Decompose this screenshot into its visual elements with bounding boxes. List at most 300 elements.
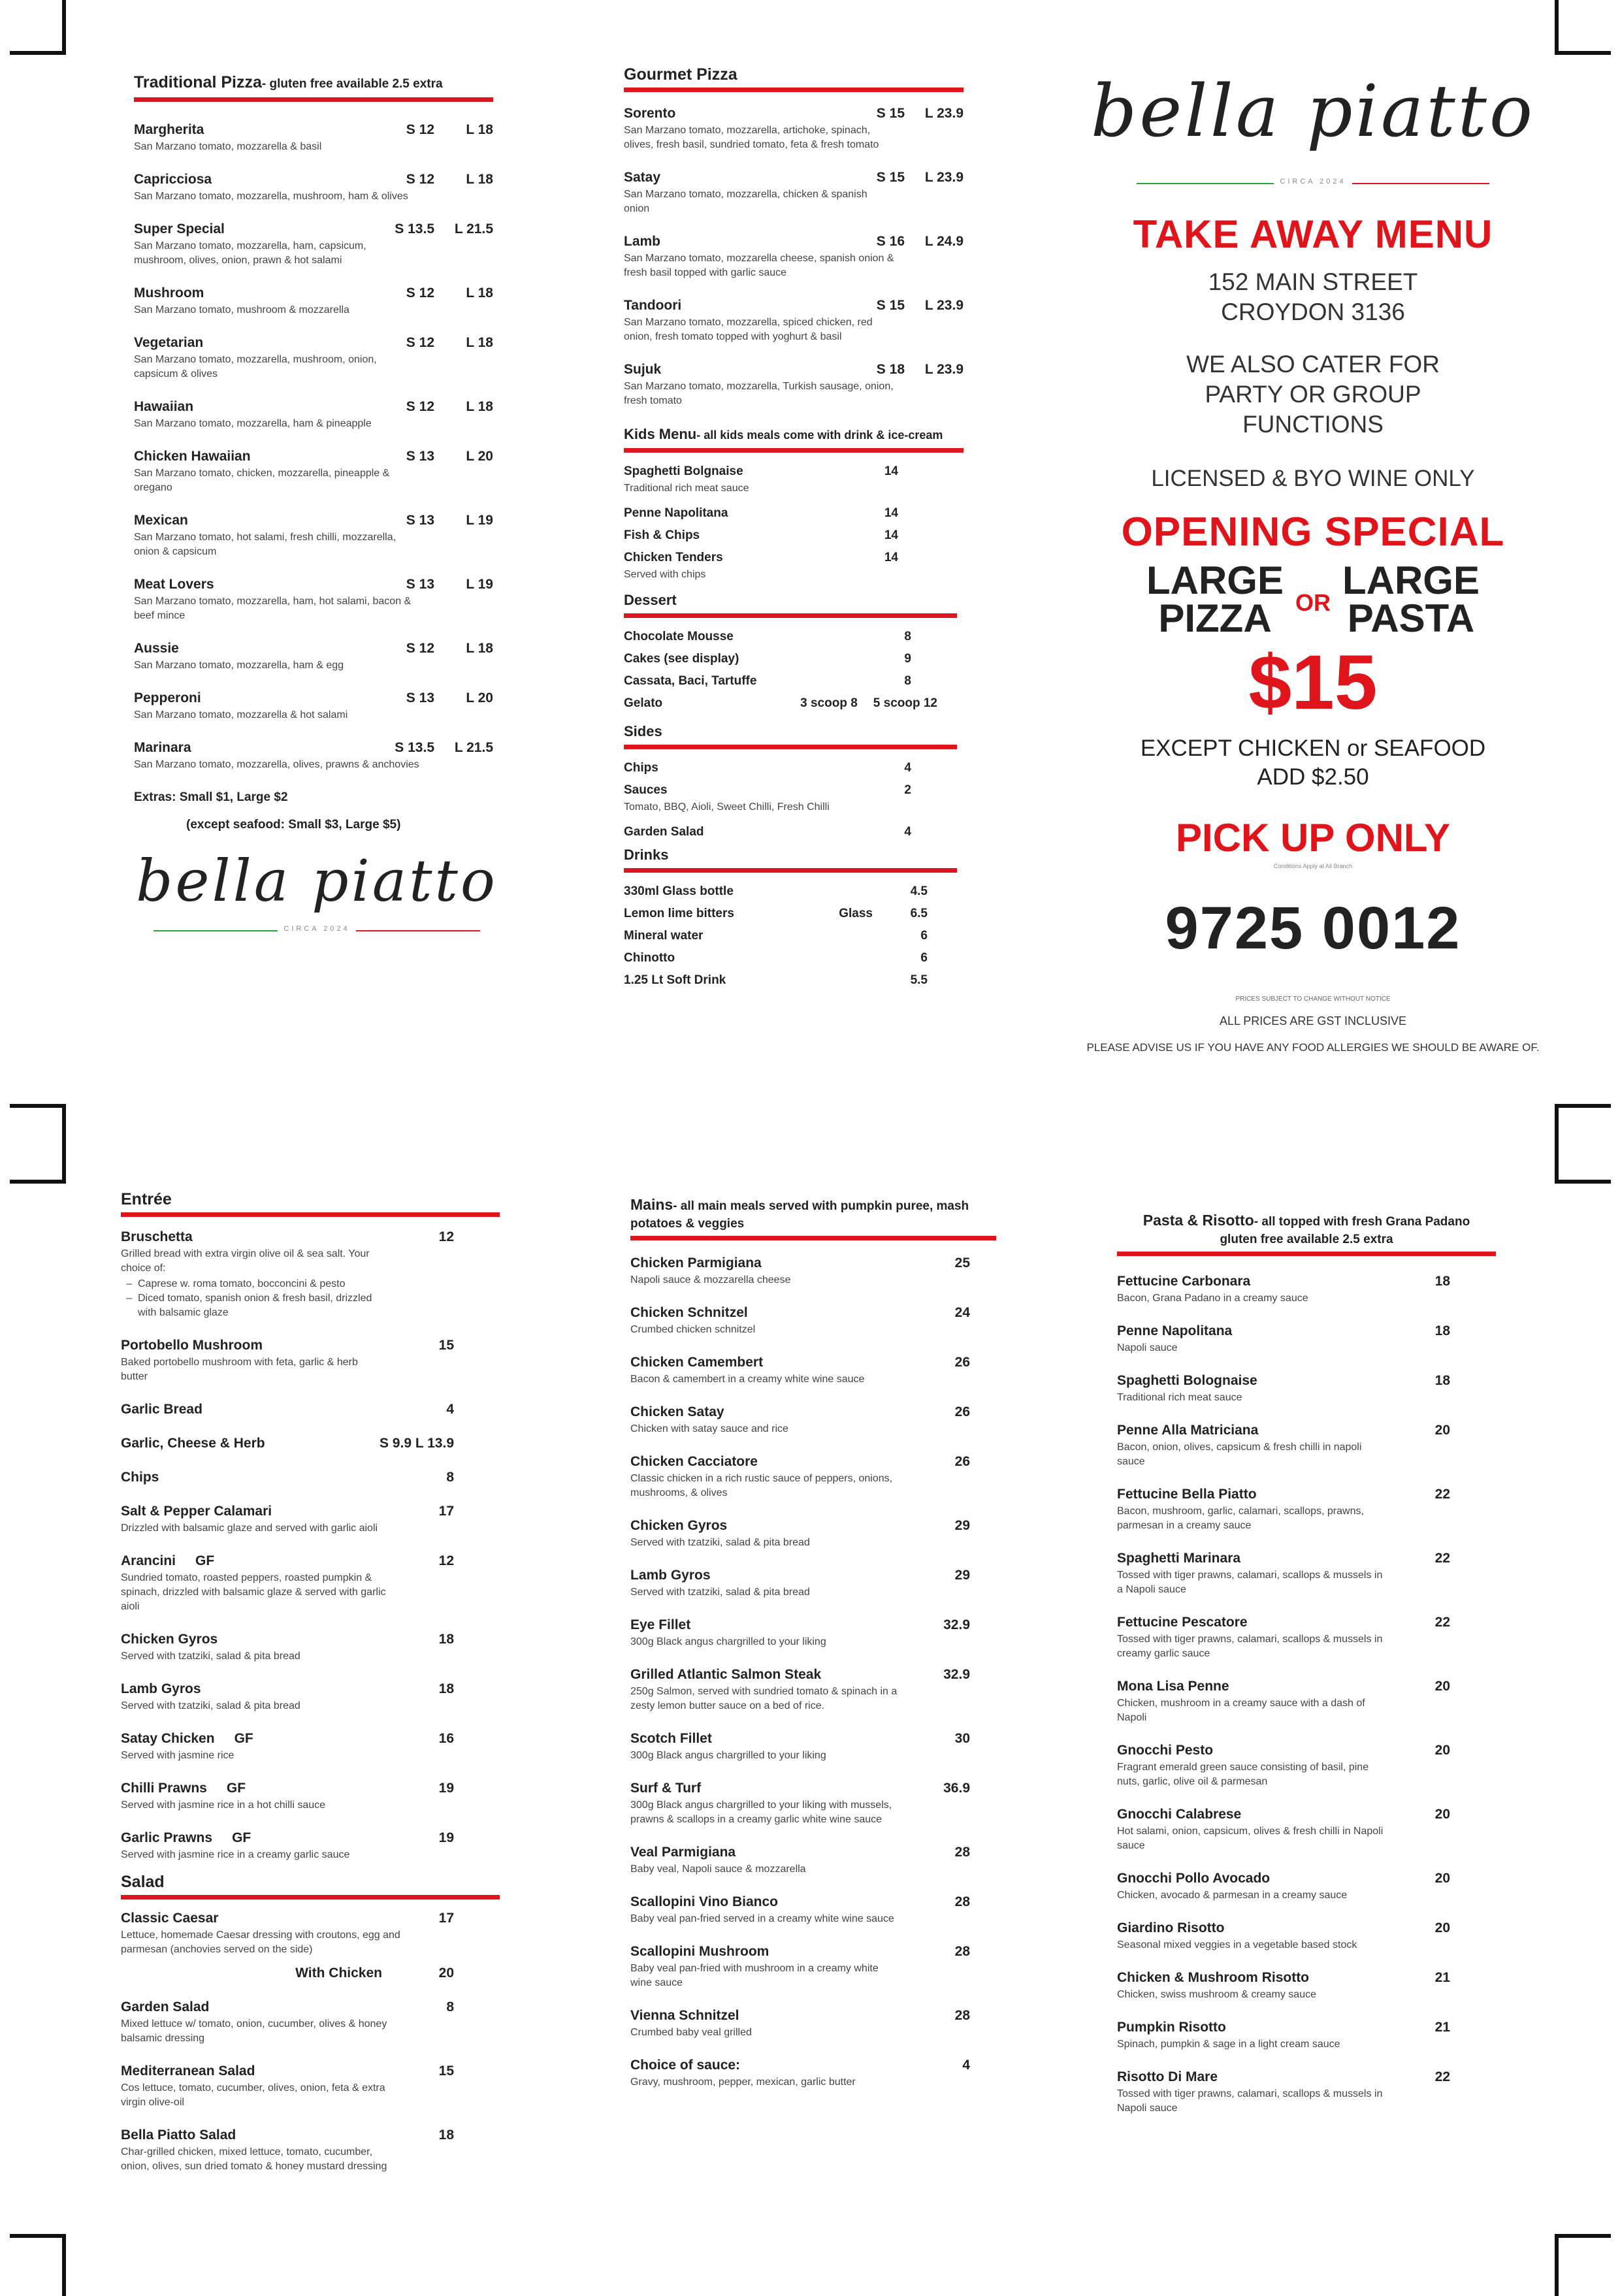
item-description: Sundried tomato, roasted peppers, roasted pumpkin & spinach, drizzled with balsamic glaze & served with garlic aioli — [121, 1572, 386, 1612]
item-price-small: S 15 — [876, 106, 905, 121]
item-price: 32.9 — [943, 1667, 970, 1682]
item-price-small: S 12 — [406, 285, 434, 300]
item-description: San Marzano tomato, mozzarella, mushroom, onion, capsicum & olives — [134, 354, 377, 380]
take-away-heading: TAKE AWAY MENU — [1133, 212, 1493, 256]
item-description: Tossed with tiger prawns, calamari, scallops & mussels in a Napoli sauce — [1117, 1570, 1383, 1595]
item-row — [624, 972, 928, 989]
menu-item — [1117, 1486, 1450, 1533]
item-row — [121, 1401, 454, 1418]
item-description: Chicken, swiss mushroom & creamy sauce — [1117, 1989, 1316, 2000]
item-price-large: L 21.5 — [454, 740, 493, 755]
item-row — [630, 1730, 970, 1747]
menu-item — [630, 1404, 970, 1436]
item-description: Lettuce, homemade Caesar dressing with croutons, egg and parmesan (anchovies served on the side) — [121, 1930, 400, 1955]
menu-item — [134, 690, 493, 722]
extras-seafood-row — [134, 817, 493, 833]
large-text: LARGE — [1146, 558, 1284, 602]
prices-note: PRICES SUBJECT TO CHANGE WITHOUT NOTICE — [1235, 995, 1391, 1003]
menu-item — [624, 972, 928, 989]
item-row — [624, 673, 911, 690]
menu-item — [624, 628, 911, 645]
section-title-text: Gourmet Pizza — [624, 65, 737, 84]
item-description: San Marzano tomato, mozzarella, ham & egg — [134, 660, 344, 671]
item-row — [1117, 1422, 1450, 1439]
menu-item — [134, 171, 493, 204]
item-price-large: L 19 — [466, 577, 493, 592]
item-name: Chicken & Mushroom Risotto — [1117, 1970, 1310, 1985]
item-price: 17 — [438, 1911, 454, 1926]
item-price: 28 — [954, 1894, 970, 1909]
menu-item — [134, 576, 493, 623]
item-price: 20 — [1434, 1679, 1450, 1694]
menu-item — [630, 1666, 970, 1713]
menu-item — [624, 527, 898, 544]
gluten-free-badge: GF — [234, 1731, 253, 1746]
item-row — [624, 824, 911, 841]
item-description: Traditional rich meat sauce — [1117, 1392, 1242, 1403]
item-price-small: S 13 — [406, 577, 434, 592]
item-name: Chicken Gyros — [121, 1632, 218, 1647]
item-description: Tomato, BBQ, Aioli, Sweet Chilli, Fresh Chilli — [624, 801, 830, 813]
crop-mark — [1555, 2234, 1611, 2296]
item-row — [121, 1337, 454, 1354]
item-name: Satay Chicken — [121, 1731, 215, 1746]
item-description: Fragrant emerald green sauce consisting of basil, pine nuts, garlic, olive oil & parmesan — [1117, 1762, 1369, 1787]
item-name: Cassata, Baci, Tartuffe — [624, 674, 757, 688]
item-row — [1117, 1806, 1450, 1823]
item-row — [1117, 1920, 1450, 1937]
item-name: Eye Fillet — [630, 1617, 691, 1632]
crop-mark — [10, 2234, 66, 2296]
circa-text: CIRCA 2024 — [1277, 178, 1348, 186]
cater-line-3: FUNCTIONS — [1242, 411, 1384, 438]
item-price: 18 — [438, 1681, 454, 1696]
crop-mark — [10, 1104, 66, 1184]
item-description: Crumbed baby veal grilled — [630, 2027, 752, 2038]
item-price: 32.9 — [943, 1617, 970, 1632]
item-price: 19 — [438, 1830, 454, 1845]
gluten-free-badge: GF — [232, 1830, 251, 1845]
menu-item — [121, 1730, 454, 1763]
gluten-free-badge: GF — [195, 1553, 215, 1568]
menu-item — [624, 950, 928, 967]
special-price: $15 — [1248, 639, 1378, 726]
item-row — [624, 169, 964, 186]
item-price: 28 — [954, 1845, 970, 1860]
item-price: 20 — [1434, 1871, 1450, 1886]
item-name: Garden Salad — [121, 1999, 210, 2014]
item-price-large: L 23.9 — [924, 362, 964, 377]
logo-underline — [154, 925, 480, 933]
menu-item — [1117, 1273, 1450, 1306]
logo-underline — [1137, 178, 1489, 186]
extras-seafood-text: (except seafood: Small $3, Large $5) — [186, 818, 401, 832]
item-name: Gnocchi Pollo Avocado — [1117, 1871, 1271, 1886]
item-price-small: S 13.5 — [395, 740, 434, 755]
section-title-note: - gluten free available 2.5 extra — [261, 77, 443, 91]
crop-mark — [10, 0, 66, 55]
item-description: Cos lettuce, tomato, cucumber, olives, onion, feta & extra virgin olive-oil — [121, 2082, 385, 2108]
item-description: Traditional rich meat sauce — [624, 483, 749, 494]
pick-up-only-heading: PICK UP ONLY — [1175, 816, 1451, 860]
item-description: Bacon, mushroom, garlic, calamari, scallops, prawns, parmesan in a creamy sauce — [1117, 1506, 1364, 1531]
extras-row — [134, 789, 493, 806]
item-row — [134, 334, 493, 351]
item-name: Tandoori — [624, 298, 682, 313]
pasta-column — [1117, 1212, 1496, 2133]
menu-item — [630, 1255, 970, 1287]
menu-item — [624, 233, 964, 280]
item-price-small: S 15 — [876, 298, 905, 313]
menu-item — [134, 739, 493, 772]
item-name: Scallopini Vino Bianco — [630, 1894, 778, 1909]
menu-item — [1117, 1323, 1450, 1355]
address-line-2: CROYDON 3136 — [1221, 299, 1405, 325]
item-description: Napoli sauce & mozzarella cheese — [630, 1274, 791, 1285]
item-price: 22 — [1434, 2069, 1450, 2084]
pickup-note: Conditions Apply at All Branch — [1273, 863, 1353, 869]
item-description: Crumbed chicken schnitzel — [630, 1324, 756, 1335]
item-row — [1117, 1273, 1450, 1290]
entree-list — [121, 1227, 500, 1862]
item-price: 18 — [438, 1632, 454, 1647]
item-row — [134, 739, 493, 756]
section-title — [624, 425, 964, 453]
item-row — [121, 1780, 454, 1797]
item-description: Mixed lettuce w/ tomato, onion, cucumber, olives & honey balsamic dressing — [121, 2018, 387, 2044]
item-price-small: S 16 — [876, 234, 905, 249]
item-description: San Marzano tomato, mozzarella & hot salami — [134, 709, 348, 720]
item-description: San Marzano tomato, mozzarella, chicken & spanish onion — [624, 189, 867, 214]
item-row — [1117, 1870, 1450, 1887]
item-price: 8 — [904, 674, 911, 688]
menu-item — [1117, 1969, 1450, 2002]
item-name: Garlic Prawns — [121, 1830, 213, 1845]
item-price-large: L 23.9 — [924, 106, 964, 121]
item-name: Giardino Risotto — [1117, 1920, 1225, 1935]
item-description: Baby veal pan-fried with mushroom in a creamy white wine sauce — [630, 1963, 879, 1988]
item-description: 300g Black angus chargrilled to your liking — [630, 1750, 826, 1761]
cater-line-1: WE ALSO CATER FOR — [1186, 351, 1440, 378]
item-row — [134, 285, 493, 302]
item-price-large: L 21.5 — [454, 221, 493, 236]
menu-item — [134, 285, 493, 317]
item-name: Chicken Parmigiana — [630, 1255, 762, 1270]
item-name: Spaghetti Marinara — [1117, 1551, 1241, 1566]
item-price-large: L 20 — [466, 449, 493, 464]
item-name: Surf & Turf — [630, 1781, 702, 1796]
item-price-large: L 18 — [466, 335, 493, 350]
menu-item — [630, 2007, 970, 2040]
item-price-small: S 13 — [406, 690, 434, 705]
item-name: Satay — [624, 170, 661, 185]
item-name: Mexican — [134, 513, 188, 528]
item-price-small: S 12 — [406, 641, 434, 656]
item-price: 17 — [438, 1504, 454, 1519]
item-row — [134, 221, 493, 238]
address-line-1: 152 MAIN STREET — [1208, 268, 1418, 295]
item-price: 24 — [954, 1305, 970, 1320]
section-title-note: gluten free available 2.5 extra — [1220, 1233, 1393, 1246]
section-title — [624, 65, 964, 92]
item-row — [1117, 1323, 1450, 1340]
item-row — [624, 651, 911, 668]
item-row — [630, 1255, 970, 1272]
menu-item — [1117, 1550, 1450, 1597]
item-row — [624, 233, 964, 250]
menu-item — [624, 883, 928, 900]
item-row — [134, 398, 493, 415]
item-row — [134, 690, 493, 707]
item-description: Tossed with tiger prawns, calamari, scallops & mussels in Napoli sauce — [1117, 2088, 1383, 2114]
item-name: Penne Napolitana — [1117, 1323, 1233, 1338]
item-name: Gnocchi Pesto — [1117, 1743, 1214, 1758]
item-price: 18 — [1434, 1323, 1450, 1338]
item-row — [1117, 2069, 1450, 2086]
item-name: Bella Piatto Salad — [121, 2127, 236, 2142]
item-description: Spinach, pumpkin & sage in a light cream sauce — [1117, 2039, 1340, 2050]
menu-item — [624, 549, 898, 582]
menu-item — [121, 1910, 500, 1982]
item-name: Pepperoni — [134, 690, 201, 705]
large-text: LARGE — [1342, 558, 1480, 602]
item-name: Chicken Schnitzel — [630, 1305, 748, 1320]
item-row — [630, 1943, 970, 1960]
item-description: 300g Black angus chargrilled to your liking with mussels, prawns & scallops in a creamy garlic white wine sauce — [630, 1800, 892, 1825]
item-price: 16 — [438, 1731, 454, 1746]
item-name: Chinotto — [624, 951, 675, 965]
item-price-large: L 20 — [466, 690, 493, 705]
logo — [1084, 65, 1542, 186]
menu-item — [121, 1337, 454, 1384]
item-price: 36.9 — [943, 1781, 970, 1796]
circa-text: CIRCA 2024 — [281, 925, 352, 933]
opening-special-heading: OPENING SPECIAL — [1121, 509, 1505, 555]
item-name: Chilli Prawns — [121, 1781, 207, 1796]
menu-item — [121, 1681, 454, 1713]
item-description: Baked portobello mushroom with feta, garlic & herb butter — [121, 1357, 358, 1382]
item-row — [624, 782, 911, 799]
menu-item — [134, 640, 493, 673]
item-row — [121, 1999, 454, 2016]
item-price: 14 — [884, 551, 898, 564]
menu-item — [134, 221, 493, 268]
item-row — [1117, 1969, 1450, 1986]
item-price-large: L 18 — [466, 399, 493, 414]
menu-item — [121, 1999, 454, 2046]
item-name: Penne Alla Matriciana — [1117, 1423, 1259, 1438]
item-option: With Chicken — [295, 1965, 382, 1981]
menu-item — [1117, 1742, 1450, 1789]
item-row — [630, 1517, 970, 1534]
item-row — [624, 463, 898, 480]
item-name: Pumpkin Risotto — [1117, 2020, 1226, 2035]
item-row — [624, 628, 911, 645]
item-description: Bacon, onion, olives, capsicum & fresh chilli in napoli sauce — [1117, 1442, 1362, 1467]
item-row — [630, 1304, 970, 1321]
item-row — [121, 2127, 454, 2144]
item-description: Classic chicken in a rich rustic sauce of peppers, onions, mushrooms, & olives — [630, 1473, 893, 1498]
item-description: Grilled bread with extra virgin olive oil & sea salt. Your choice of: — [121, 1248, 370, 1274]
item-description: San Marzano tomato, mozzarella, olives, prawns & anchovies — [134, 759, 419, 770]
item-name: Fish & Chips — [624, 528, 700, 542]
item-row — [630, 2007, 970, 2024]
section-title-text: Kids Menu — [624, 426, 697, 442]
item-price: 14 — [884, 464, 898, 478]
item-price: 20 — [1434, 1807, 1450, 1822]
item-price-small: S 15 — [876, 170, 905, 185]
item-price: 15 — [438, 1338, 454, 1353]
or-text: OR — [1295, 589, 1331, 616]
menu-item — [624, 505, 898, 522]
gelato-5-scoop: 5 scoop 12 — [873, 696, 937, 710]
item-name: Scotch Fillet — [630, 1731, 712, 1746]
item-name: Hawaiian — [134, 399, 194, 414]
section-title-text: Sides — [624, 723, 662, 739]
item-description: San Marzano tomato, mozzarella, artichoke, spinach, olives, fresh basil, sundried tomato, feta & fresh tomato — [624, 125, 879, 150]
item-name: Capricciosa — [134, 172, 212, 187]
logo-text: bella piatto — [136, 847, 498, 914]
item-description: Chicken with satay sauce and rice — [630, 1423, 788, 1434]
section-title-text: Entrée — [121, 1190, 172, 1208]
item-price: 6.5 — [910, 907, 928, 920]
item-size: Glass — [839, 907, 873, 920]
cater-line-2: PARTY OR GROUP — [1205, 381, 1421, 408]
item-price-small: S 13 — [406, 449, 434, 464]
item-price: 12 — [438, 1229, 454, 1244]
item-row — [1117, 1486, 1450, 1503]
gourmet-column — [624, 65, 964, 994]
item-price-large: L 19 — [466, 513, 493, 528]
item-description: San Marzano tomato, mozzarella, Turkish sausage, onion, fresh tomato — [624, 381, 894, 406]
gelato-row — [624, 695, 964, 712]
extras-text: Extras: Small $1, Large $2 — [134, 790, 288, 804]
item-price-large: L 18 — [466, 172, 493, 187]
item-price: 29 — [954, 1518, 970, 1533]
item-description: 300g Black angus chargrilled to your liking — [630, 1636, 826, 1647]
section-title — [630, 1197, 996, 1240]
item-price: 19 — [438, 1781, 454, 1796]
section-title — [624, 591, 957, 618]
item-row — [624, 883, 928, 900]
item-row — [134, 448, 493, 465]
item-name: 330ml Glass bottle — [624, 884, 734, 898]
item-price-large: L 23.9 — [924, 298, 964, 313]
item-row — [624, 928, 928, 945]
section-title-text: Dessert — [624, 592, 677, 608]
item-description: Served with tzatziki, salad & pita bread — [630, 1537, 810, 1548]
item-row — [121, 1435, 454, 1452]
item-description: Served with tzatziki, salad & pita bread — [630, 1587, 810, 1598]
mains-column — [630, 1197, 996, 2107]
item-name: Spaghetti Bolognaise — [1117, 1373, 1257, 1388]
logo — [134, 845, 500, 933]
item-price-large: L 18 — [466, 122, 493, 137]
menu-item — [1117, 2019, 1450, 2052]
item-price: 9 — [904, 652, 911, 666]
item-price: 8 — [446, 1470, 454, 1485]
item-price: 6 — [920, 951, 928, 965]
item-price: 5.5 — [910, 973, 928, 987]
section-title-text: Drinks — [624, 847, 669, 863]
item-description: Chicken, avocado & parmesan in a creamy sauce — [1117, 1890, 1348, 1901]
item-name: Gelato — [624, 696, 663, 710]
gelato-3-scoop: 3 scoop 8 — [800, 696, 858, 710]
item-row — [630, 1567, 970, 1584]
section-title-text: Traditional Pizza — [134, 73, 262, 91]
item-name: Penne Napolitana — [624, 506, 728, 520]
item-row — [624, 905, 928, 922]
item-price: 12 — [438, 1553, 454, 1568]
item-options-wrap — [121, 1277, 387, 1320]
item-option: – Diced tomato, spanish onion & fresh basil, drizzled with balsamic glaze — [138, 1291, 387, 1320]
item-price: 4 — [904, 761, 911, 775]
phone-number: 9725 0012 — [1165, 895, 1461, 962]
menu-item — [121, 2063, 454, 2110]
menu-item — [1117, 1806, 1450, 1853]
item-price-small: S 12 — [406, 399, 434, 414]
item-description: Tossed with tiger prawns, calamari, scallops & mussels in creamy garlic sauce — [1117, 1634, 1383, 1659]
menu-item — [121, 1553, 454, 1614]
item-row — [624, 549, 898, 566]
except-text: EXCEPT CHICKEN or SEAFOOD — [1140, 736, 1486, 761]
item-name: Fettucine Pescatore — [1117, 1615, 1248, 1630]
menu-item — [624, 782, 911, 815]
item-price: 20 — [1434, 1743, 1450, 1758]
item-row — [1117, 1742, 1450, 1759]
item-name: Chicken Camembert — [630, 1355, 764, 1370]
item-description: San Marzano tomato, mozzarella & basil — [134, 141, 322, 152]
item-price: 26 — [954, 1355, 970, 1370]
item-description: Served with chips — [624, 569, 706, 580]
item-price: 30 — [954, 1731, 970, 1746]
item-price-large: L 18 — [466, 285, 493, 300]
item-name: Garden Salad — [624, 825, 704, 839]
item-price: 2 — [904, 783, 911, 797]
item-name: Spaghetti Bolgnaise — [624, 464, 743, 478]
menu-item — [134, 448, 493, 495]
item-name: Grilled Atlantic Salmon Steak — [630, 1667, 822, 1682]
item-name: Margherita — [134, 122, 204, 137]
menu-item — [1117, 2069, 1450, 2116]
item-name: Mineral water — [624, 929, 704, 943]
menu-item — [134, 512, 493, 559]
item-price: 22 — [1434, 1551, 1450, 1566]
menu-item — [121, 2127, 454, 2174]
item-name: Aussie — [134, 641, 179, 656]
item-name: Chips — [121, 1470, 159, 1485]
item-row — [121, 1730, 454, 1747]
item-row — [630, 1617, 970, 1634]
item-price: 14 — [884, 528, 898, 542]
item-row — [1117, 1550, 1450, 1567]
item-name: Chicken Gyros — [630, 1518, 728, 1533]
item-name: Chocolate Mousse — [624, 630, 734, 643]
item-name: Marinara — [134, 740, 191, 755]
item-name: Sauces — [624, 783, 668, 797]
menu-item — [630, 2057, 970, 2090]
item-description: Napoli sauce — [1117, 1342, 1178, 1353]
item-price-small: S 13.5 — [395, 221, 434, 236]
item-row — [630, 1780, 970, 1797]
item-name: Lemon lime bitters — [624, 907, 734, 920]
promo-column — [1084, 65, 1542, 1054]
item-name: Mushroom — [134, 285, 204, 300]
item-price: 6 — [920, 929, 928, 943]
section-title-text: Salad — [121, 1873, 165, 1891]
menu-item — [1117, 1870, 1450, 1903]
item-name: Gnocchi Calabrese — [1117, 1807, 1242, 1822]
